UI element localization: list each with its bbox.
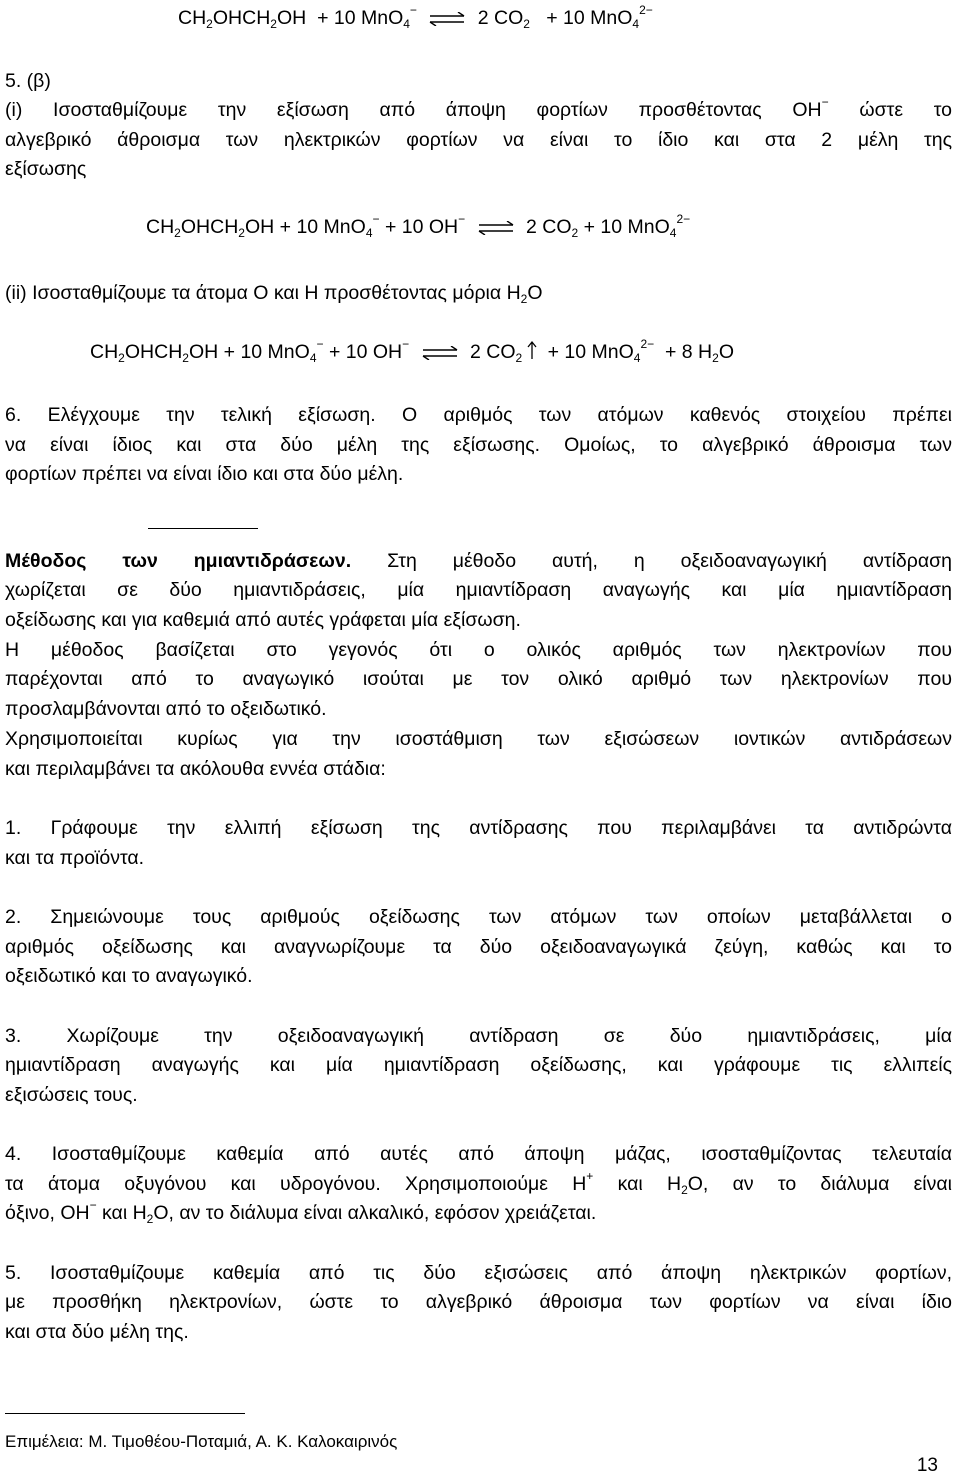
eq-text: 2 CO xyxy=(477,7,524,29)
method-line7: Χρησιμοποιείται κυρίως για την ισοστάθμιση των εξισώσεων ιοντικών αντιδράσεων xyxy=(5,728,952,750)
step3-line3: εξισώσεις τους. xyxy=(5,1084,138,1106)
eq-text: OH + 10 MnO xyxy=(188,341,310,363)
method-line1 xyxy=(5,549,952,573)
eq-text: + 10 OH xyxy=(384,216,459,238)
charge: − xyxy=(89,1198,97,1212)
sub: 2 xyxy=(146,1212,154,1226)
text: Ο xyxy=(527,282,543,304)
text: και Η xyxy=(102,1202,147,1224)
eq-sup: − xyxy=(402,337,410,351)
eq-text: OHCH xyxy=(124,341,183,363)
paragraph-6-line2: να είναι ίδιος και στα δύο μέλη της εξίσωσης. Ομοίως, το αλγεβρικό άθροισμα των xyxy=(5,434,952,456)
method-line8: και περιλαμβάνει τα ακόλουθα εννέα στάδια: xyxy=(5,758,386,780)
method-line4: Η μέθοδος βασίζεται στο γεγονός ότι ο ολικός αριθμός των ηλεκτρονίων που xyxy=(5,639,952,661)
step2-line2: αριθμός οξείδωσης και αναγνωρίζουμε τα δύο οξειδοαναγωγικά ζεύγη, καθώς και το xyxy=(5,936,952,958)
eq-sup: − xyxy=(409,3,417,17)
eq-text: 2 CO xyxy=(525,216,572,238)
eq-sup: − xyxy=(458,212,466,226)
eq-text: CH xyxy=(146,216,175,238)
eq-text: + 10 MnO xyxy=(546,7,633,29)
eq-sub: 2 xyxy=(270,17,277,31)
eq-text: + 10 MnO xyxy=(583,216,670,238)
eq-sup: 2− xyxy=(639,3,653,17)
eq-sub: 4 xyxy=(365,226,373,240)
paragraph-5i-line2: αλγεβρικό άθροισμα των ηλεκτρικών φορτίων να είναι το ίδιο και στα 2 μέλη της xyxy=(5,129,952,151)
eq-sub: 2 xyxy=(523,17,530,31)
section-divider xyxy=(148,528,258,529)
step2-line1: 2. Σημειώνουμε τους αριθμούς οξείδωσης των ατόμων των οποίων μεταβάλλεται ο xyxy=(5,906,952,928)
eq-sub: 4 xyxy=(403,17,410,31)
eq-text: CH xyxy=(90,341,119,363)
method-title: Μέθοδος των ημιαντιδράσεων. xyxy=(5,550,352,572)
paragraph-5-heading: 5. (β) xyxy=(5,70,51,92)
eq-sup: − xyxy=(316,337,324,351)
step4-line2 xyxy=(5,1169,952,1197)
equation-1 xyxy=(146,212,691,240)
eq-sub: 2 xyxy=(515,351,523,365)
equation-top xyxy=(178,3,653,31)
paragraph-5i-line3: εξίσωσης xyxy=(5,158,87,180)
step2-line3: οξειδωτικό και το αναγωγικό. xyxy=(5,965,253,987)
step5-line2: με προσθήκη ηλεκτρονίων, ώστε το αλγεβρικό άθροισμα των φορτίων να είναι ίδιο xyxy=(5,1291,952,1313)
text: τα άτομα οξυγόνου και υδρογόνου. Χρησιμοποιούμε Η xyxy=(5,1173,587,1195)
eq-sup: − xyxy=(372,212,380,226)
method-line6: προσλαμβάνονται από το οξειδωτικό. xyxy=(5,698,327,720)
eq-sub: 2 xyxy=(206,17,213,31)
equilibrium-arrow-icon xyxy=(428,12,466,26)
method-line3: οξείδωσης και για καθεμιά από αυτές γράφεται μία εξίσωση. xyxy=(5,609,521,631)
step1-line1: 1. Γράφουμε την ελλιπή εξίσωση της αντίδρασης που περιλαμβάνει τα αντιδρώντα xyxy=(5,817,952,839)
eq-sup: 2− xyxy=(676,212,691,226)
eq-sub: 2 xyxy=(174,226,181,240)
page-number: 13 xyxy=(916,1455,938,1476)
step3-line1: 3. Χωρίζουμε την οξειδοαναγωγική αντίδραση σε δύο ημιαντιδράσεις, μία xyxy=(5,1025,952,1047)
eq-text: + 8 H xyxy=(664,341,713,363)
eq-text: + 10 MnO xyxy=(547,341,634,363)
charge: − xyxy=(821,95,829,109)
paragraph-6-line3: φορτίων πρέπει να είναι ίδιο και στα δύο μέλη. xyxy=(5,463,404,485)
step4-line1: 4. Ισοσταθμίζουμε καθεμία από αυτές από άποψη μάζας, ισοσταθμίζοντας τελευταία xyxy=(5,1143,952,1165)
paragraph-5ii xyxy=(5,281,952,305)
eq-text: CH xyxy=(178,7,207,29)
text: Στη μέθοδο αυτή, η οξειδοαναγωγική αντίδραση xyxy=(387,550,953,572)
footer-rule xyxy=(5,1413,245,1414)
text: (i) Ισοσταθμίζουμε την εξίσωση από άποψη φορτίων προσθέτοντας ΟΗ xyxy=(5,99,822,121)
eq-text: 2 CO xyxy=(469,341,516,363)
eq-sub: 2 xyxy=(118,351,125,365)
text: ώστε το xyxy=(859,99,952,121)
equilibrium-arrow-icon xyxy=(421,346,459,360)
equation-2 xyxy=(90,337,734,365)
eq-sub: 4 xyxy=(633,351,641,365)
step3-line2: ημιαντίδραση αναγωγής και μία ημιαντίδραση οξείδωσης, και γράφουμε τις ελλιπείς xyxy=(5,1054,952,1076)
step4-line3 xyxy=(5,1198,952,1226)
step5-line1: 5. Ισοσταθμίζουμε καθεμία από τις δύο εξισώσεις από άποψη ηλεκτρικών φορτίων, xyxy=(5,1262,952,1284)
eq-text: OH + 10 MnO xyxy=(244,216,366,238)
equilibrium-arrow-icon xyxy=(477,221,515,235)
eq-sub: 4 xyxy=(309,351,317,365)
footer-credit: Επιμέλεια: Μ. Τιμοθέου-Ποταμιά, Α. Κ. Καλοκαιρινός xyxy=(5,1432,398,1451)
paragraph-6-line1: 6. Ελέγχουμε την τελική εξίσωση. Ο αριθμός των ατόμων καθενός στοιχείου πρέπει xyxy=(5,404,952,426)
text: όξινο, ΟΗ xyxy=(5,1202,90,1224)
eq-text: + 10 OH xyxy=(328,341,403,363)
step5-line3: και στα δύο μέλη της. xyxy=(5,1321,189,1343)
eq-sub: 4 xyxy=(632,17,640,31)
text: Ο, αν το διάλυμα είναι αλκαλικό, εφόσον χρειάζεται. xyxy=(153,1202,597,1224)
method-line2: χωρίζεται σε δύο ημιαντιδράσεις, μία ημιαντίδραση αναγωγής και μία ημιαντίδραση xyxy=(5,579,952,601)
text: Ο, αν το διάλυμα είναι xyxy=(687,1173,952,1195)
text: και Η xyxy=(617,1173,682,1195)
eq-sup: 2− xyxy=(640,337,655,351)
eq-text: O xyxy=(718,341,734,363)
step1-line2: και τα προϊόντα. xyxy=(5,847,145,869)
eq-sub: 2 xyxy=(182,351,189,365)
eq-sub: 2 xyxy=(571,226,579,240)
gas-arrow-up-icon xyxy=(526,340,538,360)
eq-sub: 4 xyxy=(669,226,677,240)
method-line5: παρέχονται από το αναγωγικό ισούται με τον ολικό αριθμό των ηλεκτρονίων που xyxy=(5,668,952,690)
eq-sub: 2 xyxy=(238,226,245,240)
text: (ii) Ισοσταθμίζουμε τα άτομα Ο και Η προσθέτοντας μόρια Η xyxy=(5,282,521,304)
eq-text: OH xyxy=(276,7,307,29)
sub: 2 xyxy=(681,1183,688,1197)
sub: 2 xyxy=(520,292,528,306)
paragraph-5i-line1 xyxy=(5,95,952,122)
eq-text: + 10 MnO xyxy=(317,7,404,29)
eq-text: OHCH xyxy=(212,7,271,29)
charge: + xyxy=(586,1169,594,1183)
eq-sub: 2 xyxy=(712,351,719,365)
eq-text: OHCH xyxy=(180,216,239,238)
